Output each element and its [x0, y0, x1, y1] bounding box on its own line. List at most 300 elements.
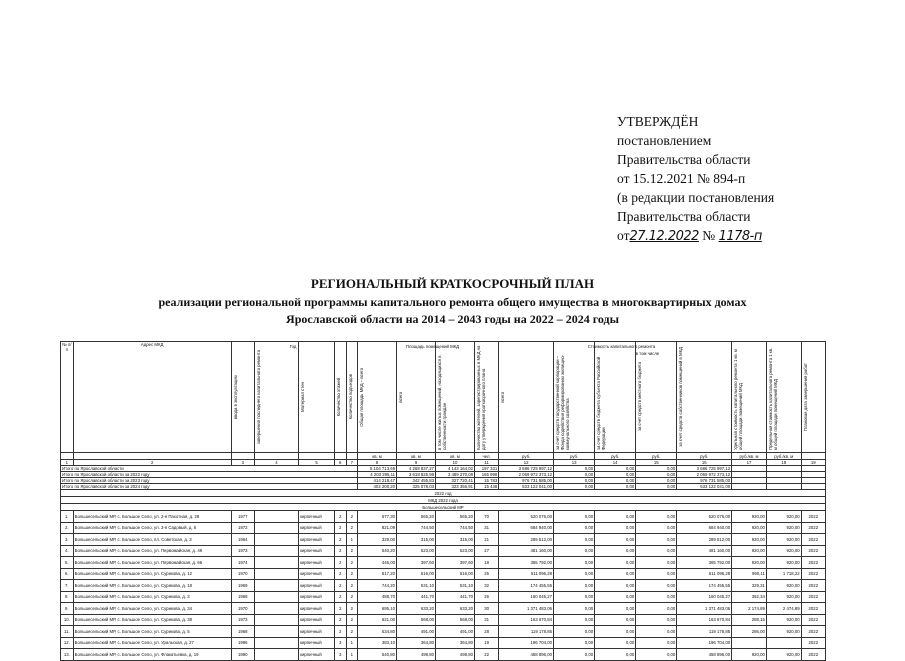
- row-entrances: 2: [346, 580, 358, 592]
- totals-local: 0,00: [636, 466, 677, 472]
- totals-residents: 165 998: [475, 472, 499, 478]
- row-total-area: 446,00: [358, 557, 397, 569]
- table-row: [61, 511, 826, 523]
- row-cost-fund: 0,00: [554, 637, 595, 649]
- row-limit-cost: 920,00: [766, 534, 801, 546]
- totals-area-resid: 327 720,41: [436, 478, 475, 484]
- unit-cell: руб.: [636, 453, 677, 460]
- row-year-built: 1977: [231, 511, 254, 523]
- totals-local: 0,00: [636, 478, 677, 484]
- approval-line-7: [617, 226, 774, 246]
- unit-cell: руб./кв. м: [766, 453, 801, 460]
- row-address: Большесельский МР, с. Большое Село, ул. Сурикова, д. 5: [73, 626, 231, 638]
- row-residents: 31: [475, 614, 499, 626]
- header-total-area: Общая площадь МКД – всего: [358, 342, 397, 453]
- row-address: Большесельский МР, с. Большое Село, ул. Сурикова, д. 3: [73, 591, 231, 603]
- row-residents: 32: [475, 580, 499, 592]
- column-number-cell: 8: [358, 460, 397, 466]
- row-year-built: 1968: [231, 591, 254, 603]
- row-cost-owners: 520 076,00: [677, 511, 732, 523]
- row-year-built: 1968: [231, 626, 254, 638]
- row-unit-cost: 920,00: [732, 557, 767, 569]
- row-limit-cost: 920,00: [766, 580, 801, 592]
- row-cost-fund: 0,00: [554, 649, 595, 661]
- row-address: Большесельский МР, с. Большое Село, пл. Советская, д. 3: [73, 534, 231, 546]
- row-area-resid: 516,00: [436, 568, 475, 580]
- totals-local: 0,00: [636, 484, 677, 490]
- approval-line-5: (в редакции постановления: [617, 190, 775, 205]
- totals-total-area: 414 218,47: [358, 478, 397, 484]
- row-floors: 2: [334, 545, 346, 557]
- header-address: Адрес МКД: [73, 342, 231, 453]
- column-number-cell: 11: [475, 460, 499, 466]
- section-label: Большесельский МР: [61, 504, 826, 511]
- row-year-repair: [254, 626, 298, 638]
- row-wall: кирпичный: [299, 534, 335, 546]
- row-year-built: 1970: [231, 568, 254, 580]
- document-subtitle: реализации региональной программы капитального ремонта общего имущества в многоквартирных домах: [158, 295, 747, 309]
- header-cost-total: всего: [499, 342, 554, 453]
- row-cost-region: 0,00: [595, 522, 636, 534]
- row-entrances: 2: [346, 614, 358, 626]
- header-area-all: всего: [397, 342, 436, 453]
- row-wall: кирпичный: [299, 545, 335, 557]
- row-year-built: 1996: [231, 637, 254, 649]
- row-address: Большесельский МР, с. Большое Село, ул. 2-я Пахотная, д. 28: [73, 511, 231, 523]
- row-floors: 2: [334, 568, 346, 580]
- row-number: 10.: [61, 614, 74, 626]
- row-area-resid: 633,20: [436, 603, 475, 615]
- row-cost-region: 0,00: [595, 557, 636, 569]
- row-plan-date: 2022: [801, 511, 825, 523]
- row-year-repair: [254, 580, 298, 592]
- handwritten-number: 1178-п: [718, 229, 762, 244]
- totals-owners: 533 122 041,00: [677, 484, 732, 490]
- table-row: [61, 637, 826, 649]
- unit-cell: руб.: [554, 453, 595, 460]
- row-limit-cost: 920,00: [766, 614, 801, 626]
- row-address: Большесельский МР, с. Большое Село, ул. Первомайская, д. 66: [73, 557, 231, 569]
- table-row: [61, 614, 826, 626]
- number-sign: №: [702, 228, 716, 243]
- row-plan-date: 2022: [801, 591, 825, 603]
- row-number: 12.: [61, 637, 74, 649]
- column-number-cell: 1: [61, 460, 74, 466]
- row-area-resid: 397,60: [436, 557, 475, 569]
- header-residents: Количество жителей, зарегистрированных в МКД на дату утверждения краткосрочного плана: [475, 342, 499, 453]
- row-cost-region: 0,00: [595, 637, 636, 649]
- unit-cell: [346, 453, 358, 460]
- row-cost-total: 481 160,00: [499, 545, 554, 557]
- totals-region: 0,00: [595, 484, 636, 490]
- row-entrances: 1: [346, 637, 358, 649]
- row-area-all: 516,00: [397, 568, 436, 580]
- row-area-all: 633,20: [397, 603, 436, 615]
- units-row: [61, 453, 826, 460]
- row-area-resid: 315,00: [436, 534, 475, 546]
- row-plan-date: 2022: [801, 557, 825, 569]
- column-number-cell: 9: [397, 460, 436, 466]
- row-year-built: 1974: [231, 557, 254, 569]
- row-total-area: 540,80: [358, 649, 397, 661]
- row-cost-total: 174 455,55: [499, 580, 554, 592]
- column-number-cell: 7: [346, 460, 358, 466]
- totals-fund: 0,00: [554, 478, 595, 484]
- row-year-repair: [254, 649, 298, 661]
- row-year-built: 1973: [231, 545, 254, 557]
- row-floors: 2: [334, 603, 346, 615]
- row-area-all: 315,00: [397, 534, 436, 546]
- row-cost-local: 0,00: [636, 649, 677, 661]
- header-unit-cost: Удельная стоимость капитального ремонта 1 кв. м общей площади помещений МКД: [732, 342, 767, 453]
- row-address: Большесельский МР, с. Большое Село, ул. Уральская, д. 27: [73, 637, 231, 649]
- row-plan-date: 2022: [801, 534, 825, 546]
- row-total-area: 517,20: [358, 568, 397, 580]
- totals-cost-total: 2 069 972 373,12: [499, 472, 554, 478]
- row-area-resid: 744,50: [436, 522, 475, 534]
- approval-line-2: постановлением: [617, 133, 712, 148]
- row-cost-region: 0,00: [595, 591, 636, 603]
- row-year-repair: [254, 591, 298, 603]
- header-plan-date: Плановая дата завершения работ: [801, 342, 825, 453]
- column-number-cell: 15: [636, 460, 677, 466]
- row-number: 4.: [61, 545, 74, 557]
- row-year-repair: [254, 557, 298, 569]
- unit-cell: [73, 453, 231, 460]
- row-address: Большесельский МР, с. Большое Село, ул. Первомайская, д. 49: [73, 545, 231, 557]
- totals-owners: 976 731 585,00: [677, 478, 732, 484]
- totals-residents: 15 438: [475, 484, 499, 490]
- row-number: 13.: [61, 649, 74, 661]
- row-limit-cost: 920,00: [766, 649, 801, 661]
- row-plan-date: 2022: [801, 568, 825, 580]
- row-cost-owners: 160 045,27: [677, 591, 732, 603]
- document-title: РЕГИОНАЛЬНЫЙ КРАТКОСРОЧНЫЙ ПЛАН: [310, 276, 595, 291]
- row-cost-local: 0,00: [636, 522, 677, 534]
- row-number: 5.: [61, 557, 74, 569]
- column-number-cell: 16: [677, 460, 732, 466]
- row-year-repair: [254, 545, 298, 557]
- row-number: 2.: [61, 522, 74, 534]
- row-floors: 3: [334, 649, 346, 661]
- unit-cell: руб.: [499, 453, 554, 460]
- header-cost-group: Стоимость капитального ремонта: [587, 344, 656, 349]
- row-floors: 3: [334, 637, 346, 649]
- row-address: Большесельский МР, с. Большое Село, ул. Сурикова, д. 38: [73, 614, 231, 626]
- totals-cost-total: 976 731 585,00: [499, 478, 554, 484]
- totals-residents: 15 783: [475, 478, 499, 484]
- row-unit-cost: 288,15: [732, 614, 767, 626]
- row-cost-region: 0,00: [595, 649, 636, 661]
- row-cost-total: 163 670,84: [499, 614, 554, 626]
- row-entrances: 2: [346, 568, 358, 580]
- row-cost-region: 0,00: [595, 603, 636, 615]
- unit-cell: руб.: [677, 453, 732, 460]
- totals-cost-total: 533 122 041,00: [499, 484, 554, 490]
- header-wall: Материал стен: [299, 342, 335, 453]
- totals-cost-total: 3 686 725 997,12: [499, 466, 554, 472]
- header-cost-local: за счет средств местного бюджета: [636, 342, 677, 453]
- row-cost-local: 0,00: [636, 534, 677, 546]
- totals-total-area: 5 104 713,69: [358, 466, 397, 472]
- approval-date-prefix: от: [617, 228, 630, 243]
- row-year-repair: [254, 534, 298, 546]
- unit-cell: руб.: [595, 453, 636, 460]
- row-unit-cost: 329,31: [732, 580, 767, 592]
- row-cost-total: 365 792,00: [499, 557, 554, 569]
- row-unit-cost: 286,00: [732, 626, 767, 638]
- header-area-resid: в том числе жилых помещений, находящихся в собственности граждан: [436, 342, 475, 453]
- row-entrances: 1: [346, 534, 358, 546]
- row-area-all: 523,00: [397, 545, 436, 557]
- row-total-area: 621,00: [358, 614, 397, 626]
- unit-cell: [801, 453, 825, 460]
- row-residents: 19: [475, 637, 499, 649]
- totals-label: Итого по Ярославской области: [61, 466, 358, 472]
- row-cost-total: 160 045,27: [499, 591, 554, 603]
- row-cost-fund: 0,00: [554, 557, 595, 569]
- document-subtitle-2: Ярославской области на 2014 – 2043 годы на 2022 – 2024 годы: [286, 312, 619, 326]
- section-label: МКД 2022 года: [61, 497, 826, 504]
- row-area-all: 397,60: [397, 557, 436, 569]
- row-floors: 2: [334, 522, 346, 534]
- row-year-built: 1972: [231, 522, 254, 534]
- row-cost-region: 0,00: [595, 614, 636, 626]
- row-limit-cost: 920,00: [766, 522, 801, 534]
- row-plan-date: 2022: [801, 637, 825, 649]
- header-limit-cost: Предельная стоимость капитального ремонта 1 кв. м общей площади помещений МКД: [766, 342, 801, 453]
- row-cost-local: 0,00: [636, 626, 677, 638]
- column-number-cell: 17: [732, 460, 767, 466]
- row-cost-region: 0,00: [595, 626, 636, 638]
- column-number-cell: 2: [73, 460, 231, 466]
- row-wall: кирпичный: [299, 637, 335, 649]
- row-area-resid: 498,80: [436, 649, 475, 661]
- row-residents: 27: [475, 545, 499, 557]
- row-cost-owners: 481 160,00: [677, 545, 732, 557]
- row-address: Большесельский МР, с. Большое Село, ул. Сурикова, д. 12: [73, 568, 231, 580]
- column-number-cell: 19: [801, 460, 825, 466]
- row-unit-cost: 920,00: [732, 545, 767, 557]
- unit-cell: [254, 453, 298, 460]
- column-number-cell: 6: [334, 460, 346, 466]
- row-cost-fund: 0,00: [554, 626, 595, 638]
- section-row: [61, 504, 826, 511]
- row-total-area: 695,10: [358, 603, 397, 615]
- column-number-cell: 12: [499, 460, 554, 466]
- header-entrances: Количество подъездов: [346, 342, 358, 453]
- column-number-cell: 13: [554, 460, 595, 466]
- row-entrances: 2: [346, 626, 358, 638]
- row-cost-owners: 119 178,85: [677, 626, 732, 638]
- section-row: [61, 490, 826, 497]
- row-cost-local: 0,00: [636, 545, 677, 557]
- row-area-all: 568,00: [397, 614, 436, 626]
- row-cost-total: 196 704,00: [499, 637, 554, 649]
- handwritten-date: 27.12.2022: [629, 229, 699, 244]
- row-cost-region: 0,00: [595, 545, 636, 557]
- row-floors: 2: [334, 557, 346, 569]
- row-residents: 25: [475, 568, 499, 580]
- row-wall: кирпичный: [299, 580, 335, 592]
- row-residents: 21: [475, 534, 499, 546]
- row-total-area: 677,30: [358, 511, 397, 523]
- row-unit-cost: 920,00: [732, 649, 767, 661]
- row-cost-local: 0,00: [636, 591, 677, 603]
- row-cost-fund: 0,00: [554, 603, 595, 615]
- row-limit-cost: 920,00: [766, 511, 801, 523]
- totals-fund: 0,00: [554, 472, 595, 478]
- row-cost-owners: 458 896,00: [677, 649, 732, 661]
- row-cost-local: 0,00: [636, 603, 677, 615]
- row-unit-cost: 920,00: [732, 511, 767, 523]
- row-area-all: 364,80: [397, 637, 436, 649]
- header-year-group: Год: [289, 344, 297, 349]
- row-residents: 31: [475, 522, 499, 534]
- row-unit-cost: 990,11: [732, 568, 767, 580]
- row-entrances: 2: [346, 511, 358, 523]
- row-cost-local: 0,00: [636, 637, 677, 649]
- row-cost-total: 684 940,00: [499, 522, 554, 534]
- row-total-area: 534,80: [358, 626, 397, 638]
- table-row: [61, 591, 826, 603]
- row-year-repair: [254, 511, 298, 523]
- row-total-area: 488,70: [358, 591, 397, 603]
- row-floors: 2: [334, 534, 346, 546]
- table-row: [61, 649, 826, 661]
- row-residents: 70: [475, 511, 499, 523]
- row-cost-total: 458 896,00: [499, 649, 554, 661]
- row-wall: кирпичный: [299, 557, 335, 569]
- row-cost-owners: 163 670,84: [677, 614, 732, 626]
- row-residents: 26: [475, 591, 499, 603]
- row-year-repair: [254, 603, 298, 615]
- row-floors: 2: [334, 626, 346, 638]
- row-plan-date: 2022: [801, 580, 825, 592]
- row-number: 1.: [61, 511, 74, 523]
- row-wall: кирпичный: [299, 591, 335, 603]
- row-cost-fund: 0,00: [554, 511, 595, 523]
- row-limit-cost: 920,00: [766, 591, 801, 603]
- row-number: 8.: [61, 591, 74, 603]
- table-row: [61, 603, 826, 615]
- totals-label: Итого по Ярославской области за 2023 году: [61, 478, 358, 484]
- row-number: 3.: [61, 534, 74, 546]
- header-incl: в том числе: [635, 351, 660, 356]
- header-year-built: ввода в эксплуатацию: [231, 342, 254, 453]
- row-area-resid: 568,00: [436, 614, 475, 626]
- row-cost-fund: 0,00: [554, 614, 595, 626]
- row-number: 9.: [61, 603, 74, 615]
- row-unit-cost: 920,00: [732, 522, 767, 534]
- unit-cell: чел.: [475, 453, 499, 460]
- approval-line-6: Правительства области: [617, 209, 751, 224]
- row-cost-owners: 365 792,00: [677, 557, 732, 569]
- column-number-cell: 18: [766, 460, 801, 466]
- row-area-all: 744,50: [397, 522, 436, 534]
- row-area-resid: 523,00: [436, 545, 475, 557]
- row-plan-date: 2022: [801, 614, 825, 626]
- row-entrances: 2: [346, 557, 358, 569]
- row-cost-total: 511 096,28: [499, 568, 554, 580]
- header-row: [61, 342, 826, 453]
- row-area-all: 441,70: [397, 591, 436, 603]
- row-year-repair: [254, 637, 298, 649]
- totals-area-all: 3 618 925,98: [397, 472, 436, 478]
- row-year-built: 1973: [231, 614, 254, 626]
- column-number-cell: 5: [299, 460, 335, 466]
- row-cost-fund: 0,00: [554, 580, 595, 592]
- row-year-repair: [254, 522, 298, 534]
- row-area-all: 498,80: [397, 649, 436, 661]
- totals-owners: 3 686 725 997,12: [677, 466, 732, 472]
- table-row: [61, 522, 826, 534]
- header-year-repair: завершения последнего капитального ремонта: [254, 342, 298, 453]
- row-cost-local: 0,00: [636, 568, 677, 580]
- row-cost-region: 0,00: [595, 511, 636, 523]
- approval-block: [617, 112, 774, 246]
- row-area-all: 565,20: [397, 511, 436, 523]
- column-number-cell: 10: [436, 460, 475, 466]
- table-row: [61, 534, 826, 546]
- row-entrances: 1: [346, 649, 358, 661]
- header-cost-fund: за счет средств государственной корпорации – Фонда содействия реформированию жилищно-коммунального хозяйства: [554, 342, 595, 453]
- row-total-area: 744,20: [358, 580, 397, 592]
- row-wall: кирпичный: [299, 568, 335, 580]
- totals-fund: 0,00: [554, 466, 595, 472]
- row-area-all: 491,00: [397, 626, 436, 638]
- header-num: № п/п: [61, 342, 74, 453]
- row-year-built: 1990: [231, 649, 254, 661]
- row-entrances: 2: [346, 545, 358, 557]
- row-cost-total: 1 371 483,06: [499, 603, 554, 615]
- column-number-cell: 14: [595, 460, 636, 466]
- row-residents: 22: [475, 649, 499, 661]
- totals-label: Итого по Ярославской области за 2022 году: [61, 472, 358, 478]
- unit-cell: кв. м: [358, 453, 397, 460]
- table-row: [61, 568, 826, 580]
- row-wall: кирпичный: [299, 522, 335, 534]
- section-label: 2022 год: [61, 490, 826, 497]
- row-wall: кирпичный: [299, 649, 335, 661]
- row-year-built: 1970: [231, 603, 254, 615]
- totals-area-all: 325 578,03: [397, 484, 436, 490]
- row-total-area: 329,00: [358, 534, 397, 546]
- row-cost-local: 0,00: [636, 580, 677, 592]
- totals-residents: 197 331: [475, 466, 499, 472]
- row-limit-cost: 2 474,89: [766, 603, 801, 615]
- row-residents: 18: [475, 557, 499, 569]
- table-row: [61, 545, 826, 557]
- row-wall: кирпичный: [299, 614, 335, 626]
- row-address: Большесельский МР, с. Большое Село, ул. 3-я Садовый, д. 6: [73, 522, 231, 534]
- unit-cell: кв. м: [397, 453, 436, 460]
- unit-cell: кв. м: [436, 453, 475, 460]
- row-cost-owners: 511 096,28: [677, 568, 732, 580]
- header-cost-region: за счет средств бюджета субъекта Российской Федерации: [595, 342, 636, 453]
- row-number: 7.: [61, 580, 74, 592]
- row-limit-cost: 920,00: [766, 545, 801, 557]
- row-cost-local: 0,00: [636, 511, 677, 523]
- row-plan-date: 2022: [801, 603, 825, 615]
- row-area-resid: 491,00: [436, 626, 475, 638]
- row-wall: кирпичный: [299, 603, 335, 615]
- row-number: 6.: [61, 568, 74, 580]
- header-area-group: Площадь помещений МКД: [405, 344, 460, 349]
- row-cost-local: 0,00: [636, 614, 677, 626]
- approval-line-3: Правительства области: [617, 152, 751, 167]
- totals-region: 0,00: [595, 472, 636, 478]
